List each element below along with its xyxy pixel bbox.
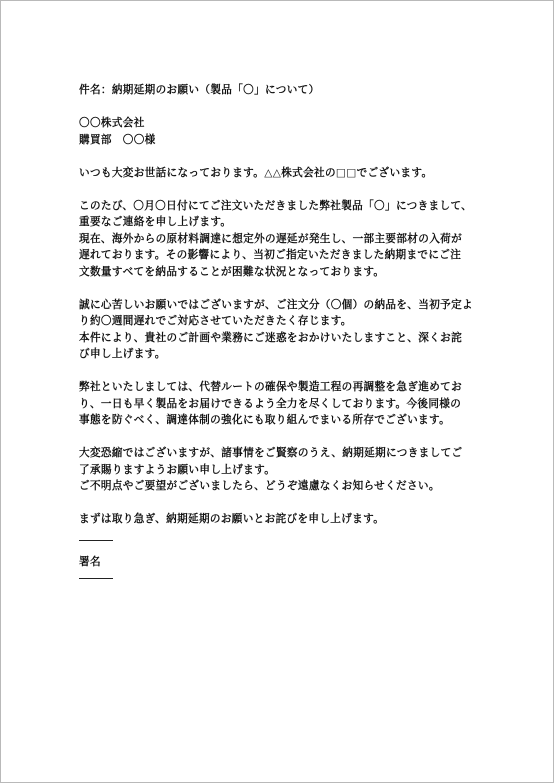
recipient-person: 購買部 〇〇様 [79, 133, 156, 146]
paragraph-line: このたび、〇月〇日付にてご注文いただきました弊社製品「〇」につきまして、 [79, 199, 473, 212]
paragraph-line: 弊社といたしましては、代替ルートの確保や製造工程の再調整を急ぎ進めてお [79, 381, 463, 393]
signature-bottom-rule [79, 578, 113, 579]
paragraph-line: 遅れております。その影響により、当初ご指定いただきました納期までにご注 [79, 249, 462, 261]
letter-subject: 件名：納期延期のお願い（製品「〇」について） [79, 84, 320, 96]
paragraph-2 [79, 297, 479, 363]
spacer [79, 495, 479, 512]
paragraph-line: 重要なご連絡を申し上げます。 [79, 216, 232, 228]
spacer [79, 148, 479, 165]
spacer [79, 429, 479, 446]
paragraph-line: り約〇週間遅れでご対応させていただきたく存じます。 [79, 315, 352, 327]
signature-label: 署名 [79, 555, 101, 568]
paragraph-5 [79, 511, 479, 528]
paragraph-line: 現在、海外からの原材料調達に想定外の遅延が発生し、一部主要部材の入荷が [79, 232, 463, 245]
spacer [79, 280, 479, 297]
paragraph-line: 了承賜りますようお願い申し上げます。 [79, 463, 276, 476]
signature-top-rule [79, 540, 113, 541]
paragraph-line: 大変恐縮ではございますが、諸事情をご賢察のうえ、納期延期につきましてご [79, 447, 463, 459]
paragraph-4 [79, 445, 479, 495]
paragraph-line: り、一日も早く製品をお届けできるよう全力を尽くしております。今後同様の [79, 397, 462, 410]
spacer [79, 99, 479, 116]
recipient-company: 〇〇株式会社 [79, 117, 145, 129]
paragraph-line: 誠に心苦しいお願いではございますが、ご注文分（〇個）の納品を、当初予定よ [79, 298, 473, 311]
paragraph-line: 本件により、貴社のご計画や業務にご迷惑をおかけいたしますこと、深くお詫 [79, 331, 463, 344]
spacer [79, 181, 479, 198]
greeting-line: いつも大変お世話になっております。△△株式会社の□□でございます。 [79, 166, 433, 179]
paragraph-1 [79, 198, 479, 281]
paragraph-line: まずは取り急ぎ、納期延期のお願いとお詫びを申し上げます。 [79, 513, 385, 525]
paragraph-line: 事態を防ぐべく、調達体制の強化にも取り組んでまいる所存でございます。 [79, 414, 451, 426]
signature-block [79, 540, 479, 580]
letter-body [79, 82, 479, 579]
paragraph-line: 文数量すべてを納品することが困難な状況となっております。 [79, 265, 385, 278]
paragraph-3 [79, 379, 479, 429]
paragraph-line: び申し上げます。 [79, 348, 166, 360]
spacer [79, 363, 479, 380]
paragraph-line: ご不明点やご要望がございましたら、どうぞ遠慮なくお知らせください。 [79, 480, 440, 492]
